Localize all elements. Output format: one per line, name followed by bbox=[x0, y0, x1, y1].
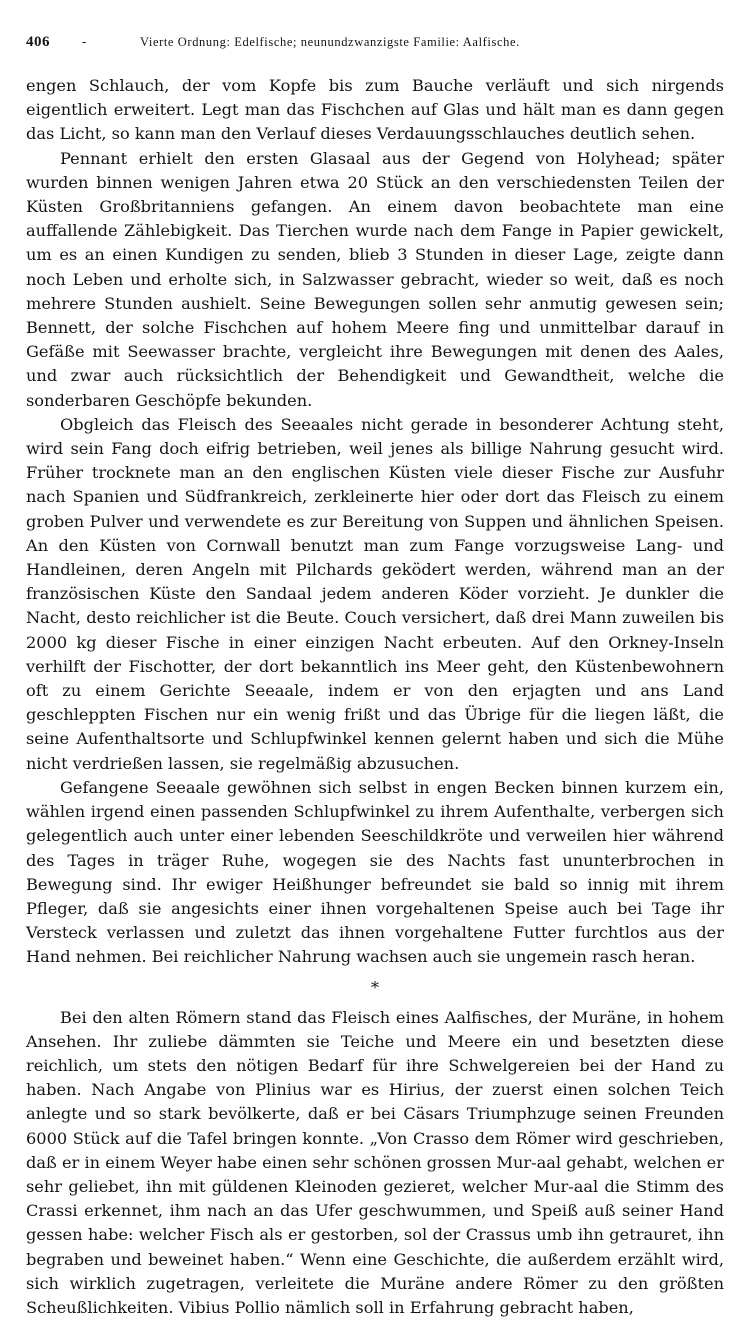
paragraph-glasaal: Pennant erhielt den ersten Glasaal aus der Gegend von Holyhead; später wurden binnen wenigen Jahren etwa 20 Stück an den verschiedensten Teilen der Küsten Großbritanniens gefangen. An einem davon beobachtete man eine auffallende Zählebigkeit. Das Tierchen wurde nach dem Fange in Papier gewickelt, um es an einen Kundigen zu senden, blieb 3 Stunden in dieser Lage, zeigte dann noch Leben und erholte sich, in Salzwasser gebracht, wieder so weit, daß es noch mehrere Stunden aushielt. Seine Bewegungen sollen sehr anmutig gewesen sein; Bennett, der solche Fischchen auf hohem Meere fing und unmittelbar darauf in Gefäße mit Seewasser brachte, vergleicht ihre Bewegungen mit denen des Aales, und zwar auch rücksichtlich der Behendigkeit und Gewandtheit, welche die sonderbaren Geschöpfe bekunden. bbox=[26, 148, 724, 410]
running-header bbox=[26, 34, 724, 66]
paragraph-fang: Obgleich das Fleisch des Seeaales nicht gerade in besonderer Achtung steht, wird sein Fang doch eifrig betrieben, weil jenes als billige Nahrung gesucht wird. Früher trocknete man an den englischen Küsten viele dieser Fische zur Ausfuhr nach Spanien und Südfrankreich, zerkleinerte hier oder dort das Fleisch zu einem groben Pulver und verwendete es zur Bereitung von Suppen und ähnlichen Speisen. An den Küsten von Cornwall benutzt man zum Fange vorzugsweise Lang- und Handleinen, deren Angeln mit Pilchards geködert werden, während man an der französischen Küste den Sandaal jedem anderen Köder vorzieht. Je dunkler die Nacht, desto reichlicher ist die Beute. Couch versichert, daß drei Mann zuweilen bis 2000 kg dieser Fische in einer einzigen Nacht erbeuten. Auf den Orkney-Inseln verhilft der Fischotter, der dort bekanntlich ins Meer geht, den Küstenbewohnern oft zu einem Gerichte Seeaale, indem er von den erjagten und ans Land geschleppten Fischen nur ein wenig frißt und das Übrige für die liegen läßt, die seine Aufenthaltsorte und Schlupfwinkel kennen gelernt haben und sich die Mühe nicht verdrießen lassen, sie regelmäßig abzusuchen. bbox=[26, 414, 724, 773]
section-divider-asterisk: * bbox=[371, 977, 379, 997]
header-separator: - bbox=[82, 35, 87, 50]
page-number: 406 bbox=[26, 34, 50, 50]
paragraph-muraene: Bei den alten Römern stand das Fleisch eines Aalfisches, der Muräne, in hohem Ansehen. Ihr zuliebe dämmten sie Teiche und Meere ein und besetzten diese reichlich, um stets den nötigen Bedarf für ihre Schwelgereien bei der Hand zu haben. Nach Angabe von Plinius war es Hirius, der zuerst einen solchen Teich anlegte und so stark bevölkerte, daß er bei Cäsars Triumphzuge seinen Freunden 6000 Stück auf die Tafel bringen konnte. „Von Crasso dem Römer wird geschrieben, daß er in einem Weyer habe einen sehr schönen grossen Mur-aal gehabt, welchen er sehr geliebet, ihn mit güldenen Kleinoden gezieret, welcher Mur-aal die Stimm des Crassi erkennet, ihm nach an das Ufer geschwummen, und Speiß auß seiner Hand gessen habe: welcher Fisch als er gestorben, sol der Crassus umb ihn getrauret, ihn begraben und beweinet haben.“ Wenn eine Geschichte, die außerdem erzählt wird, sich wirklich zugetragen, verleitete die Muräne andere Römer zu den größten Scheußlichkeiten. Vibius Pollio nämlich soll in Erfahrung gebracht haben, bbox=[26, 1007, 724, 1317]
running-title: Vierte Ordnung: Edelfische; neunundzwanzigste Familie: Aalfische. bbox=[140, 35, 520, 49]
body-text bbox=[26, 74, 724, 1320]
book-page bbox=[26, 34, 724, 1320]
paragraph-gefangenschaft: Gefangene Seeaale gewöhnen sich selbst in engen Becken binnen kurzem ein, wählen irgend einen passenden Schlupfwinkel zu ihrem Aufenthalte, verbergen sich gelegentlich auch unter einer lebenden Seeschildkröte und verweilen hier während des Tages in träger Ruhe, wogegen sie des Nachts fast ununterbrochen in Bewegung sind. Ihr ewiger Heißhunger befreundet sie bald so innig mit ihrem Pfleger, daß sie angesichts einer ihnen vorgehaltenen Speise auch bei Tage ihr Versteck verlassen und zuletzt das ihnen vorgehaltene Futter furchtlos aus der Hand nehmen. Bei reichlicher Nahrung wachsen auch sie ungemein rasch heran. bbox=[26, 777, 724, 967]
paragraph-continued: engen Schlauch, der vom Kopfe bis zum Bauche verläuft und sich nirgends eigentlich erweitert. Legt man das Fischchen auf Glas und hält man es dann gegen das Licht, so kann man den Verlauf dieses Verdauungsschlauches deutlich sehen. bbox=[26, 76, 724, 144]
